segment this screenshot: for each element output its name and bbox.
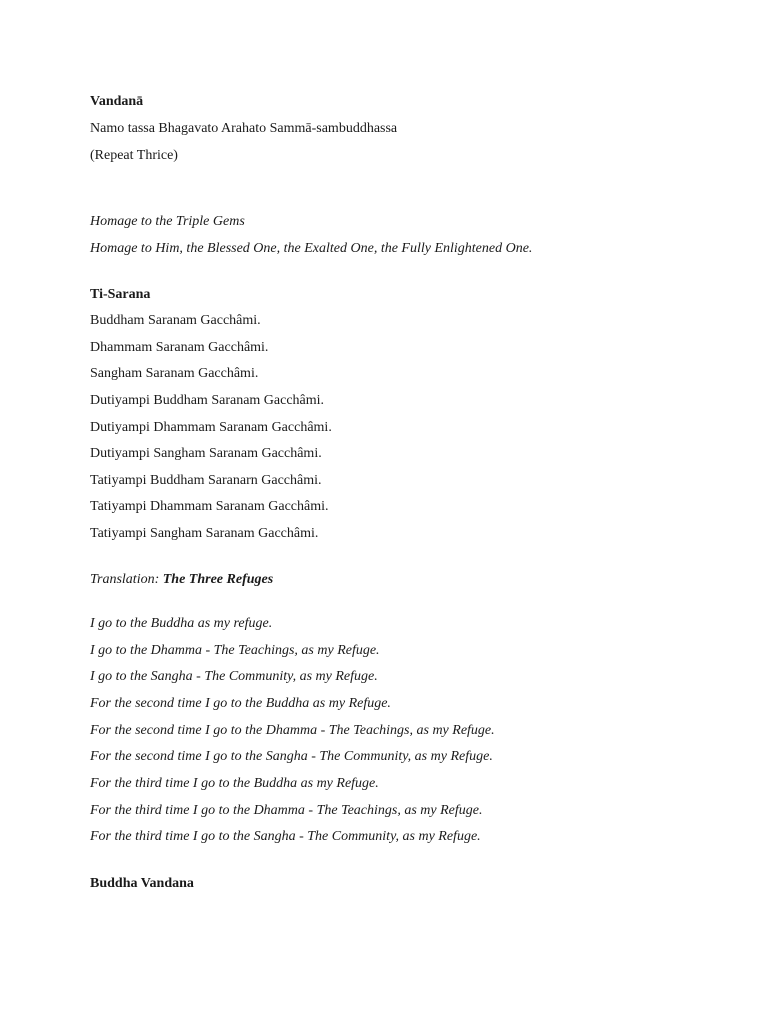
tisarana-line: Tatiyampi Sangham Saranam Gacchâmi. [90,526,319,541]
buddha-vandana-heading: Buddha Vandana [90,876,194,891]
tisarana-line: Sangham Saranam Gacchâmi. [90,366,259,381]
translation-line: I go to the Sangha - The Community, as my Refuge. [90,669,378,684]
homage-line: Homage to Him, the Blessed One, the Exalted One, the Fully Enlightened One. [90,241,533,256]
tisarana-line: Dutiyampi Buddham Saranam Gacchâmi. [90,393,325,408]
translation-line: For the third time I go to the Dhamma - The Teachings, as my Refuge. [90,803,483,818]
vandana-heading: Vandanā [90,94,144,109]
translation-line: I go to the Buddha as my refuge. [90,616,273,631]
translation-line: For the third time I go to the Sangha - The Community, as my Refuge. [90,829,481,844]
translation-line: For the second time I go to the Buddha as my Refuge. [90,696,391,711]
tisarana-line: Tatiyampi Buddham Saranarn Gacchâmi. [90,473,322,488]
tisarana-heading: Ti-Sarana [90,287,151,302]
translation-label: Translation: [90,572,163,587]
tisarana-line: Dutiyampi Sangham Saranam Gacchâmi. [90,446,322,461]
tisarana-line: Tatiyampi Dhammam Saranam Gacchâmi. [90,499,329,514]
homage-title: Homage to the Triple Gems [90,214,245,229]
translation-line: For the second time I go to the Sangha - The Community, as my Refuge. [90,749,493,764]
translation-line: For the third time I go to the Buddha as my Refuge. [90,776,379,791]
tisarana-line: Buddham Saranam Gacchâmi. [90,313,261,328]
translation-title: The Three Refuges [162,572,274,587]
translation-line: I go to the Dhamma - The Teachings, as my Refuge. [90,643,380,658]
repeat-note: (Repeat Thrice) [90,148,178,163]
tisarana-line: Dutiyampi Dhammam Saranam Gacchâmi. [90,420,332,435]
translation-line: For the second time I go to the Dhamma - The Teachings, as my Refuge. [90,723,495,738]
vandana-line: Namo tassa Bhagavato Arahato Sammā-sambuddhassa [90,121,398,136]
tisarana-line: Dhammam Saranam Gacchâmi. [90,340,269,355]
translation-heading [90,571,273,589]
